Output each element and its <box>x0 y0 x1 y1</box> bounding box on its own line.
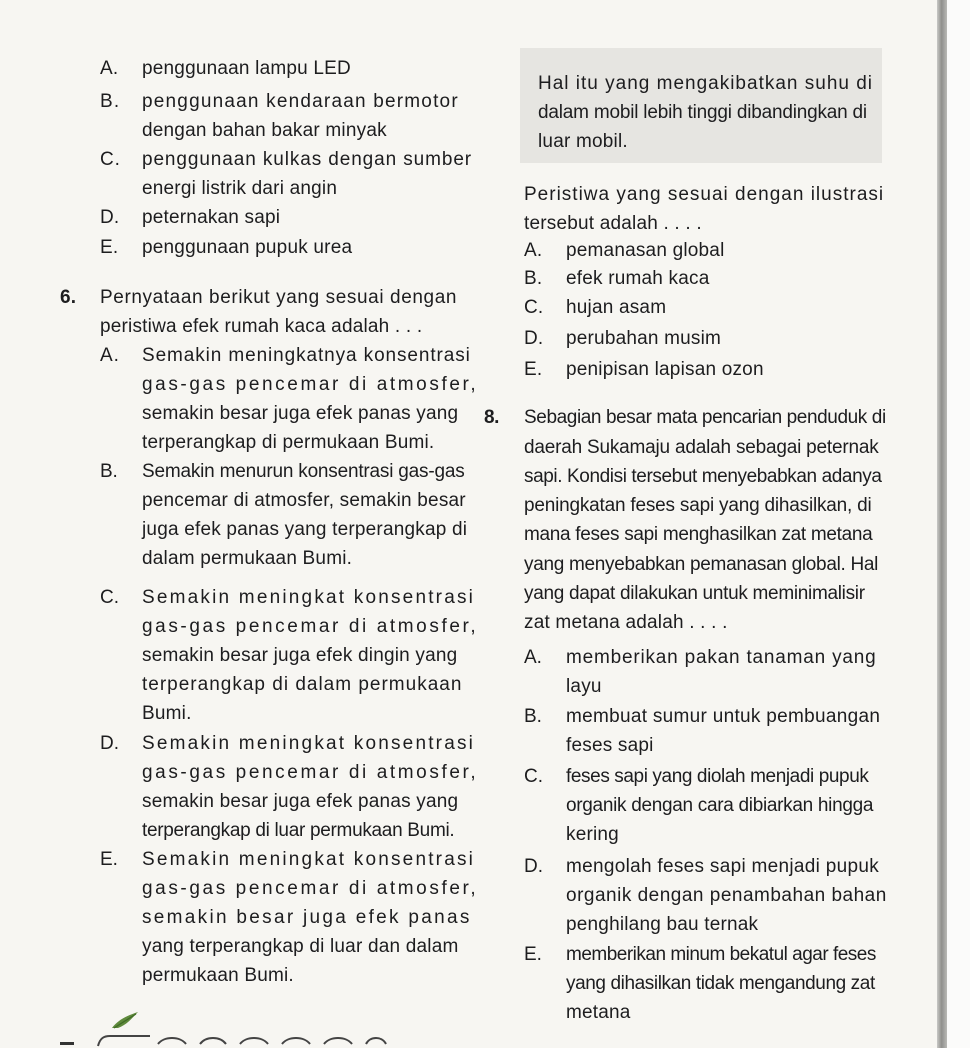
option-text: penggunaan kendaraan bermotor <box>142 91 459 112</box>
q8-option-d <box>524 856 879 878</box>
option-text-cont: semakin besar juga efek panas <box>142 907 472 928</box>
q8-stem <box>484 407 886 429</box>
option-label: C. <box>524 766 543 787</box>
option-label: A. <box>100 58 119 79</box>
option-label: E. <box>100 237 119 258</box>
option-text-cont: yang terperangkap di luar dan dalam <box>142 936 459 957</box>
option-text-cont: gas-gas pencemar di atmosfer, <box>142 374 479 395</box>
option-text: feses sapi yang diolah menjadi pupuk <box>566 766 869 787</box>
option-text-cont: juga efek panas yang terperangkap di <box>142 519 468 540</box>
option-text-cont: organik dengan penambahan bahan <box>566 885 887 906</box>
option-text-cont: yang dihasilkan tidak mengandung zat <box>566 973 875 994</box>
option-text-cont: feses sapi <box>566 735 654 756</box>
prev-option-b <box>100 91 459 113</box>
option-text-cont: organik dengan cara dibiarkan hingga <box>566 795 874 816</box>
option-text-cont: penghilang bau ternak <box>566 914 759 935</box>
option-text-cont: dalam permukaan Bumi. <box>142 548 353 569</box>
option-text: Semakin meningkat konsentrasi <box>142 849 476 870</box>
option-label: A. <box>524 240 543 261</box>
question-stem-cont: peristiwa efek rumah kaca adalah . . . <box>100 316 423 337</box>
option-text-cont: layu <box>566 676 602 697</box>
option-text: penggunaan pupuk urea <box>142 237 353 258</box>
q6-option-e <box>100 849 475 871</box>
option-label: D. <box>100 733 119 754</box>
option-text-cont: energi listrik dari angin <box>142 178 338 199</box>
option-text: pemanasan global <box>566 240 725 261</box>
q7-option-e <box>524 359 764 381</box>
option-label: D. <box>524 856 543 877</box>
q7-option-c <box>524 297 666 319</box>
question-stem: Peristiwa yang sesuai dengan ilustrasi <box>524 184 885 205</box>
page-edge <box>947 0 970 1048</box>
q8-option-c <box>524 766 868 788</box>
option-label: C. <box>524 297 544 318</box>
option-text: membuat sumur untuk pembuangan <box>566 706 881 727</box>
option-text: memberikan minum bekatul agar feses <box>566 944 876 965</box>
option-text: efek rumah kaca <box>566 268 710 289</box>
option-label: E. <box>100 849 118 870</box>
question-stem-cont: yang menyebabkan pemanasan global. Hal <box>524 554 879 575</box>
option-text-cont: semakin besar juga efek dingin yang <box>142 645 458 666</box>
option-text-cont: gas-gas pencemar di atmosfer, <box>142 762 479 783</box>
q6-stem <box>60 287 457 309</box>
question-stem: Sebagian besar mata pencarian penduduk di <box>524 407 886 428</box>
option-label: B. <box>524 706 542 727</box>
option-text-cont: Bumi. <box>142 703 192 724</box>
q6-option-c <box>100 587 475 609</box>
option-label: E. <box>524 944 542 965</box>
cut-off-text-decoration <box>60 1030 390 1048</box>
option-text-cont: terperangkap di permukaan Bumi. <box>142 432 435 453</box>
option-label: C. <box>100 149 121 170</box>
prev-option-c <box>100 149 472 171</box>
question-stem-cont: peningkatan feses sapi yang dihasilkan, di <box>524 495 872 516</box>
option-text: Semakin meningkat konsentrasi <box>142 587 476 608</box>
option-text-cont: gas-gas pencemar di atmosfer, <box>142 878 479 899</box>
option-text: memberikan pakan tanaman yang <box>566 647 877 668</box>
option-text: peternakan sapi <box>142 207 281 228</box>
question-stem-cont: daerah Sukamaju adalah sebagai peternak <box>524 437 879 458</box>
option-text: mengolah feses sapi menjadi pupuk <box>566 856 880 877</box>
option-text: Semakin menurun konsentrasi gas-gas <box>142 461 465 482</box>
q7-option-d <box>524 328 721 350</box>
option-label: E. <box>524 359 543 380</box>
leaf-logo-icon <box>110 1010 140 1030</box>
option-text: penggunaan lampu LED <box>142 58 351 79</box>
question-number: 6. <box>60 287 77 308</box>
option-label: B. <box>524 268 543 289</box>
option-text: perubahan musim <box>566 328 722 349</box>
option-label: C. <box>100 587 119 608</box>
option-text-cont: gas-gas pencemar di atmosfer, <box>142 616 479 637</box>
option-text: penggunaan kulkas dengan sumber <box>142 149 473 170</box>
option-text-cont: semakin besar juga efek panas yang <box>142 403 459 424</box>
option-label: D. <box>524 328 544 349</box>
option-text-cont: terperangkap di luar permukaan Bumi. <box>142 820 455 841</box>
question-stem-cont: tersebut adalah . . . . <box>524 213 702 234</box>
caption-line: dalam mobil lebih tinggi dibandingkan di <box>538 102 867 123</box>
option-label: D. <box>100 207 120 228</box>
option-text-cont: kering <box>566 824 619 845</box>
option-text-cont: metana <box>566 1002 631 1023</box>
q6-option-d <box>100 733 475 755</box>
option-text: Semakin meningkat konsentrasi <box>142 733 476 754</box>
option-text: penipisan lapisan ozon <box>566 359 764 380</box>
question-stem: Pernyataan berikut yang sesuai dengan <box>100 287 458 308</box>
q6-option-a <box>100 345 471 367</box>
option-text-cont: pencemar di atmosfer, semakin besar <box>142 490 466 511</box>
caption-line: luar mobil. <box>538 131 628 152</box>
caption-line: Hal itu yang mengakibatkan suhu di <box>538 73 874 94</box>
book-spine-shadow <box>937 0 947 1048</box>
option-label: A. <box>100 345 120 366</box>
option-text-cont: permukaan Bumi. <box>142 965 294 986</box>
q7-option-a <box>524 240 724 262</box>
option-text-cont: dengan bahan bakar minyak <box>142 120 387 141</box>
prev-option-a <box>100 58 351 80</box>
q8-option-e <box>524 944 876 966</box>
option-text: hujan asam <box>566 297 667 318</box>
question-number: 8. <box>484 407 500 428</box>
question-stem-cont: sapi. Kondisi tersebut menyebabkan adanya <box>524 466 882 487</box>
option-label: A. <box>524 647 542 668</box>
prev-option-d <box>100 207 280 229</box>
q8-option-b <box>524 706 880 728</box>
option-label: B. <box>100 91 121 112</box>
option-text-cont: semakin besar juga efek panas yang <box>142 791 459 812</box>
question-stem-cont: mana feses sapi menghasilkan zat metana <box>524 524 873 545</box>
question-stem-cont: yang dapat dilakukan untuk meminimalisir <box>524 583 865 604</box>
q8-option-a <box>524 647 876 669</box>
option-text-cont: terperangkap di dalam permukaan <box>142 674 463 695</box>
q6-option-b <box>100 461 465 483</box>
q7-option-b <box>524 268 709 290</box>
option-text: Semakin meningkatnya konsentrasi <box>142 345 471 366</box>
prev-option-e <box>100 237 352 259</box>
option-label: B. <box>100 461 118 482</box>
question-stem-cont: zat metana adalah . . . . <box>524 612 728 633</box>
